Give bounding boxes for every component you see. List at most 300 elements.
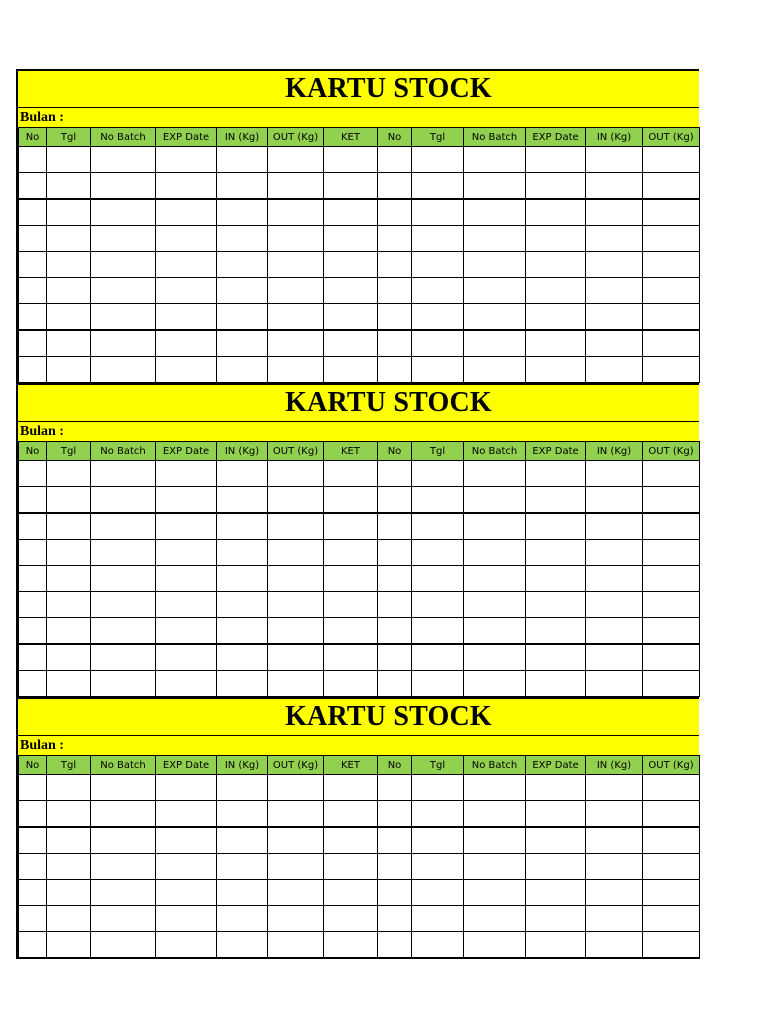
table-cell[interactable] xyxy=(324,461,378,487)
table-cell[interactable] xyxy=(643,252,700,278)
table-cell[interactable] xyxy=(19,252,47,278)
table-cell[interactable] xyxy=(643,932,700,959)
table-cell[interactable] xyxy=(91,827,156,854)
table-cell[interactable] xyxy=(643,304,700,331)
table-cell[interactable] xyxy=(412,618,464,645)
table-cell[interactable] xyxy=(412,199,464,226)
table-cell[interactable] xyxy=(412,775,464,801)
table-cell[interactable] xyxy=(378,173,412,200)
table-cell[interactable] xyxy=(526,618,586,645)
table-cell[interactable] xyxy=(268,906,324,932)
table-cell[interactable] xyxy=(47,775,91,801)
table-cell[interactable] xyxy=(586,147,643,173)
table-cell[interactable] xyxy=(268,304,324,331)
table-cell[interactable] xyxy=(643,618,700,645)
table-cell[interactable] xyxy=(268,487,324,514)
table-cell[interactable] xyxy=(91,671,156,697)
table-cell[interactable] xyxy=(412,644,464,671)
table-cell[interactable] xyxy=(217,278,268,304)
table-cell[interactable] xyxy=(378,461,412,487)
table-cell[interactable] xyxy=(47,932,91,959)
table-cell[interactable] xyxy=(324,932,378,959)
table-cell[interactable] xyxy=(91,173,156,200)
table-cell[interactable] xyxy=(412,173,464,200)
table-cell[interactable] xyxy=(586,775,643,801)
table-cell[interactable] xyxy=(464,801,526,828)
table-cell[interactable] xyxy=(217,487,268,514)
table-cell[interactable] xyxy=(586,906,643,932)
table-cell[interactable] xyxy=(91,487,156,514)
table-cell[interactable] xyxy=(268,252,324,278)
table-cell[interactable] xyxy=(586,671,643,697)
table-cell[interactable] xyxy=(47,357,91,383)
table-cell[interactable] xyxy=(47,566,91,592)
table-cell[interactable] xyxy=(91,880,156,906)
table-cell[interactable] xyxy=(156,566,217,592)
table-cell[interactable] xyxy=(156,801,217,828)
table-cell[interactable] xyxy=(324,487,378,514)
table-cell[interactable] xyxy=(91,278,156,304)
table-cell[interactable] xyxy=(464,199,526,226)
table-cell[interactable] xyxy=(643,854,700,880)
table-cell[interactable] xyxy=(217,854,268,880)
table-cell[interactable] xyxy=(217,513,268,540)
table-cell[interactable] xyxy=(217,330,268,357)
table-cell[interactable] xyxy=(91,566,156,592)
table-cell[interactable] xyxy=(19,147,47,173)
table-cell[interactable] xyxy=(47,540,91,566)
table-cell[interactable] xyxy=(156,513,217,540)
table-cell[interactable] xyxy=(378,487,412,514)
table-cell[interactable] xyxy=(91,644,156,671)
table-cell[interactable] xyxy=(324,147,378,173)
table-cell[interactable] xyxy=(526,775,586,801)
table-cell[interactable] xyxy=(156,827,217,854)
table-cell[interactable] xyxy=(643,147,700,173)
table-cell[interactable] xyxy=(91,330,156,357)
table-cell[interactable] xyxy=(464,880,526,906)
table-cell[interactable] xyxy=(217,199,268,226)
table-cell[interactable] xyxy=(91,618,156,645)
table-cell[interactable] xyxy=(91,357,156,383)
table-cell[interactable] xyxy=(526,801,586,828)
table-cell[interactable] xyxy=(47,304,91,331)
table-cell[interactable] xyxy=(378,304,412,331)
table-cell[interactable] xyxy=(91,226,156,252)
table-cell[interactable] xyxy=(464,540,526,566)
table-cell[interactable] xyxy=(268,226,324,252)
table-cell[interactable] xyxy=(586,880,643,906)
table-cell[interactable] xyxy=(156,618,217,645)
table-cell[interactable] xyxy=(217,252,268,278)
table-cell[interactable] xyxy=(324,513,378,540)
table-cell[interactable] xyxy=(378,827,412,854)
table-cell[interactable] xyxy=(378,801,412,828)
table-cell[interactable] xyxy=(47,147,91,173)
table-cell[interactable] xyxy=(91,461,156,487)
table-cell[interactable] xyxy=(91,592,156,618)
table-cell[interactable] xyxy=(586,357,643,383)
table-cell[interactable] xyxy=(643,330,700,357)
table-cell[interactable] xyxy=(324,618,378,645)
table-cell[interactable] xyxy=(643,827,700,854)
table-cell[interactable] xyxy=(47,618,91,645)
table-cell[interactable] xyxy=(156,147,217,173)
table-cell[interactable] xyxy=(91,147,156,173)
table-cell[interactable] xyxy=(324,827,378,854)
table-cell[interactable] xyxy=(19,226,47,252)
table-cell[interactable] xyxy=(378,566,412,592)
table-cell[interactable] xyxy=(268,173,324,200)
table-cell[interactable] xyxy=(156,880,217,906)
table-cell[interactable] xyxy=(464,592,526,618)
table-cell[interactable] xyxy=(156,173,217,200)
table-cell[interactable] xyxy=(526,304,586,331)
table-cell[interactable] xyxy=(91,775,156,801)
table-cell[interactable] xyxy=(156,226,217,252)
table-cell[interactable] xyxy=(412,592,464,618)
table-cell[interactable] xyxy=(643,278,700,304)
table-cell[interactable] xyxy=(47,330,91,357)
table-cell[interactable] xyxy=(156,487,217,514)
table-cell[interactable] xyxy=(19,671,47,697)
table-cell[interactable] xyxy=(643,566,700,592)
table-cell[interactable] xyxy=(324,357,378,383)
table-cell[interactable] xyxy=(412,566,464,592)
table-cell[interactable] xyxy=(156,775,217,801)
table-cell[interactable] xyxy=(412,147,464,173)
table-cell[interactable] xyxy=(217,801,268,828)
table-cell[interactable] xyxy=(586,199,643,226)
table-cell[interactable] xyxy=(156,252,217,278)
table-cell[interactable] xyxy=(47,906,91,932)
table-cell[interactable] xyxy=(324,592,378,618)
table-cell[interactable] xyxy=(643,173,700,200)
table-cell[interactable] xyxy=(324,330,378,357)
table-cell[interactable] xyxy=(526,827,586,854)
table-cell[interactable] xyxy=(526,854,586,880)
table-cell[interactable] xyxy=(412,461,464,487)
table-cell[interactable] xyxy=(91,932,156,959)
table-cell[interactable] xyxy=(643,199,700,226)
table-cell[interactable] xyxy=(47,461,91,487)
table-cell[interactable] xyxy=(91,513,156,540)
table-cell[interactable] xyxy=(91,906,156,932)
table-cell[interactable] xyxy=(324,671,378,697)
table-cell[interactable] xyxy=(47,487,91,514)
table-cell[interactable] xyxy=(586,644,643,671)
table-cell[interactable] xyxy=(47,854,91,880)
table-cell[interactable] xyxy=(586,932,643,959)
table-cell[interactable] xyxy=(378,226,412,252)
table-cell[interactable] xyxy=(464,226,526,252)
table-cell[interactable] xyxy=(586,801,643,828)
table-cell[interactable] xyxy=(268,801,324,828)
table-cell[interactable] xyxy=(19,592,47,618)
table-cell[interactable] xyxy=(643,671,700,697)
table-cell[interactable] xyxy=(217,592,268,618)
table-cell[interactable] xyxy=(643,801,700,828)
table-cell[interactable] xyxy=(643,513,700,540)
table-cell[interactable] xyxy=(47,199,91,226)
table-cell[interactable] xyxy=(586,618,643,645)
table-cell[interactable] xyxy=(47,827,91,854)
table-cell[interactable] xyxy=(586,854,643,880)
table-cell[interactable] xyxy=(412,854,464,880)
table-cell[interactable] xyxy=(586,827,643,854)
table-cell[interactable] xyxy=(19,801,47,828)
table-cell[interactable] xyxy=(586,540,643,566)
table-cell[interactable] xyxy=(412,540,464,566)
table-cell[interactable] xyxy=(268,461,324,487)
table-cell[interactable] xyxy=(47,880,91,906)
table-cell[interactable] xyxy=(464,513,526,540)
table-cell[interactable] xyxy=(217,618,268,645)
table-cell[interactable] xyxy=(464,775,526,801)
table-cell[interactable] xyxy=(217,357,268,383)
table-cell[interactable] xyxy=(378,330,412,357)
table-cell[interactable] xyxy=(526,487,586,514)
table-cell[interactable] xyxy=(19,330,47,357)
table-cell[interactable] xyxy=(643,487,700,514)
table-cell[interactable] xyxy=(412,932,464,959)
table-cell[interactable] xyxy=(156,357,217,383)
table-cell[interactable] xyxy=(268,775,324,801)
table-cell[interactable] xyxy=(378,540,412,566)
table-cell[interactable] xyxy=(464,827,526,854)
table-cell[interactable] xyxy=(268,566,324,592)
table-cell[interactable] xyxy=(412,671,464,697)
table-cell[interactable] xyxy=(464,644,526,671)
table-cell[interactable] xyxy=(586,330,643,357)
table-cell[interactable] xyxy=(91,801,156,828)
table-cell[interactable] xyxy=(643,880,700,906)
table-cell[interactable] xyxy=(324,880,378,906)
table-cell[interactable] xyxy=(19,880,47,906)
table-cell[interactable] xyxy=(19,173,47,200)
table-cell[interactable] xyxy=(47,671,91,697)
table-cell[interactable] xyxy=(526,566,586,592)
table-cell[interactable] xyxy=(19,540,47,566)
table-cell[interactable] xyxy=(19,644,47,671)
table-cell[interactable] xyxy=(19,566,47,592)
table-cell[interactable] xyxy=(324,906,378,932)
table-cell[interactable] xyxy=(412,513,464,540)
table-cell[interactable] xyxy=(526,592,586,618)
table-cell[interactable] xyxy=(268,330,324,357)
table-cell[interactable] xyxy=(464,618,526,645)
table-cell[interactable] xyxy=(19,854,47,880)
table-cell[interactable] xyxy=(47,278,91,304)
table-cell[interactable] xyxy=(19,487,47,514)
table-cell[interactable] xyxy=(19,775,47,801)
table-cell[interactable] xyxy=(378,775,412,801)
table-cell[interactable] xyxy=(378,618,412,645)
table-cell[interactable] xyxy=(464,671,526,697)
table-cell[interactable] xyxy=(586,592,643,618)
table-cell[interactable] xyxy=(268,827,324,854)
table-cell[interactable] xyxy=(217,173,268,200)
table-cell[interactable] xyxy=(156,644,217,671)
table-cell[interactable] xyxy=(378,513,412,540)
table-cell[interactable] xyxy=(19,513,47,540)
table-cell[interactable] xyxy=(412,487,464,514)
table-cell[interactable] xyxy=(412,801,464,828)
table-cell[interactable] xyxy=(47,592,91,618)
table-cell[interactable] xyxy=(643,906,700,932)
table-cell[interactable] xyxy=(643,461,700,487)
table-cell[interactable] xyxy=(526,330,586,357)
table-cell[interactable] xyxy=(324,304,378,331)
table-cell[interactable] xyxy=(378,932,412,959)
table-cell[interactable] xyxy=(378,644,412,671)
table-cell[interactable] xyxy=(378,147,412,173)
table-cell[interactable] xyxy=(526,880,586,906)
table-cell[interactable] xyxy=(217,540,268,566)
table-cell[interactable] xyxy=(464,906,526,932)
table-cell[interactable] xyxy=(378,357,412,383)
table-cell[interactable] xyxy=(526,199,586,226)
table-cell[interactable] xyxy=(19,278,47,304)
table-cell[interactable] xyxy=(324,644,378,671)
table-cell[interactable] xyxy=(586,513,643,540)
table-cell[interactable] xyxy=(156,199,217,226)
table-cell[interactable] xyxy=(378,199,412,226)
table-cell[interactable] xyxy=(268,854,324,880)
table-cell[interactable] xyxy=(378,278,412,304)
table-cell[interactable] xyxy=(586,304,643,331)
table-cell[interactable] xyxy=(268,644,324,671)
table-cell[interactable] xyxy=(526,513,586,540)
table-cell[interactable] xyxy=(156,932,217,959)
table-cell[interactable] xyxy=(217,906,268,932)
table-cell[interactable] xyxy=(378,671,412,697)
table-cell[interactable] xyxy=(526,540,586,566)
table-cell[interactable] xyxy=(19,932,47,959)
table-cell[interactable] xyxy=(156,906,217,932)
table-cell[interactable] xyxy=(268,932,324,959)
table-cell[interactable] xyxy=(217,775,268,801)
table-cell[interactable] xyxy=(217,827,268,854)
table-cell[interactable] xyxy=(586,487,643,514)
table-cell[interactable] xyxy=(217,671,268,697)
table-cell[interactable] xyxy=(643,226,700,252)
table-cell[interactable] xyxy=(217,147,268,173)
table-cell[interactable] xyxy=(324,199,378,226)
table-cell[interactable] xyxy=(412,252,464,278)
table-cell[interactable] xyxy=(324,173,378,200)
table-cell[interactable] xyxy=(324,854,378,880)
table-cell[interactable] xyxy=(464,147,526,173)
table-cell[interactable] xyxy=(156,540,217,566)
table-cell[interactable] xyxy=(412,827,464,854)
table-cell[interactable] xyxy=(378,906,412,932)
table-cell[interactable] xyxy=(643,357,700,383)
table-cell[interactable] xyxy=(586,461,643,487)
table-cell[interactable] xyxy=(217,644,268,671)
table-cell[interactable] xyxy=(324,566,378,592)
table-cell[interactable] xyxy=(464,932,526,959)
table-cell[interactable] xyxy=(412,330,464,357)
table-cell[interactable] xyxy=(324,226,378,252)
table-cell[interactable] xyxy=(526,278,586,304)
table-cell[interactable] xyxy=(526,252,586,278)
table-cell[interactable] xyxy=(19,304,47,331)
table-cell[interactable] xyxy=(324,278,378,304)
table-cell[interactable] xyxy=(324,801,378,828)
table-cell[interactable] xyxy=(526,226,586,252)
table-cell[interactable] xyxy=(586,226,643,252)
table-cell[interactable] xyxy=(464,487,526,514)
table-cell[interactable] xyxy=(156,461,217,487)
table-cell[interactable] xyxy=(526,906,586,932)
table-cell[interactable] xyxy=(19,906,47,932)
table-cell[interactable] xyxy=(91,854,156,880)
table-cell[interactable] xyxy=(464,252,526,278)
table-cell[interactable] xyxy=(217,566,268,592)
table-cell[interactable] xyxy=(91,304,156,331)
table-cell[interactable] xyxy=(526,671,586,697)
table-cell[interactable] xyxy=(217,226,268,252)
table-cell[interactable] xyxy=(268,199,324,226)
table-cell[interactable] xyxy=(19,827,47,854)
table-cell[interactable] xyxy=(586,252,643,278)
table-cell[interactable] xyxy=(464,173,526,200)
table-cell[interactable] xyxy=(91,540,156,566)
table-cell[interactable] xyxy=(156,304,217,331)
table-cell[interactable] xyxy=(19,357,47,383)
table-cell[interactable] xyxy=(47,513,91,540)
table-cell[interactable] xyxy=(412,304,464,331)
table-cell[interactable] xyxy=(156,592,217,618)
table-cell[interactable] xyxy=(324,252,378,278)
table-cell[interactable] xyxy=(526,357,586,383)
table-cell[interactable] xyxy=(47,801,91,828)
table-cell[interactable] xyxy=(268,278,324,304)
table-cell[interactable] xyxy=(643,592,700,618)
table-cell[interactable] xyxy=(464,278,526,304)
table-cell[interactable] xyxy=(464,566,526,592)
table-cell[interactable] xyxy=(378,592,412,618)
table-cell[interactable] xyxy=(643,540,700,566)
table-cell[interactable] xyxy=(412,226,464,252)
table-cell[interactable] xyxy=(19,461,47,487)
table-cell[interactable] xyxy=(217,880,268,906)
table-cell[interactable] xyxy=(526,461,586,487)
table-cell[interactable] xyxy=(412,278,464,304)
table-cell[interactable] xyxy=(643,775,700,801)
table-cell[interactable] xyxy=(586,566,643,592)
table-cell[interactable] xyxy=(268,880,324,906)
table-cell[interactable] xyxy=(47,173,91,200)
table-cell[interactable] xyxy=(268,513,324,540)
table-cell[interactable] xyxy=(268,592,324,618)
table-cell[interactable] xyxy=(217,461,268,487)
table-cell[interactable] xyxy=(464,304,526,331)
table-cell[interactable] xyxy=(47,226,91,252)
table-cell[interactable] xyxy=(19,618,47,645)
table-cell[interactable] xyxy=(91,199,156,226)
table-cell[interactable] xyxy=(412,357,464,383)
table-cell[interactable] xyxy=(526,147,586,173)
table-cell[interactable] xyxy=(156,330,217,357)
table-cell[interactable] xyxy=(268,540,324,566)
table-cell[interactable] xyxy=(586,173,643,200)
table-cell[interactable] xyxy=(526,932,586,959)
table-cell[interactable] xyxy=(526,644,586,671)
table-cell[interactable] xyxy=(464,854,526,880)
table-cell[interactable] xyxy=(324,540,378,566)
